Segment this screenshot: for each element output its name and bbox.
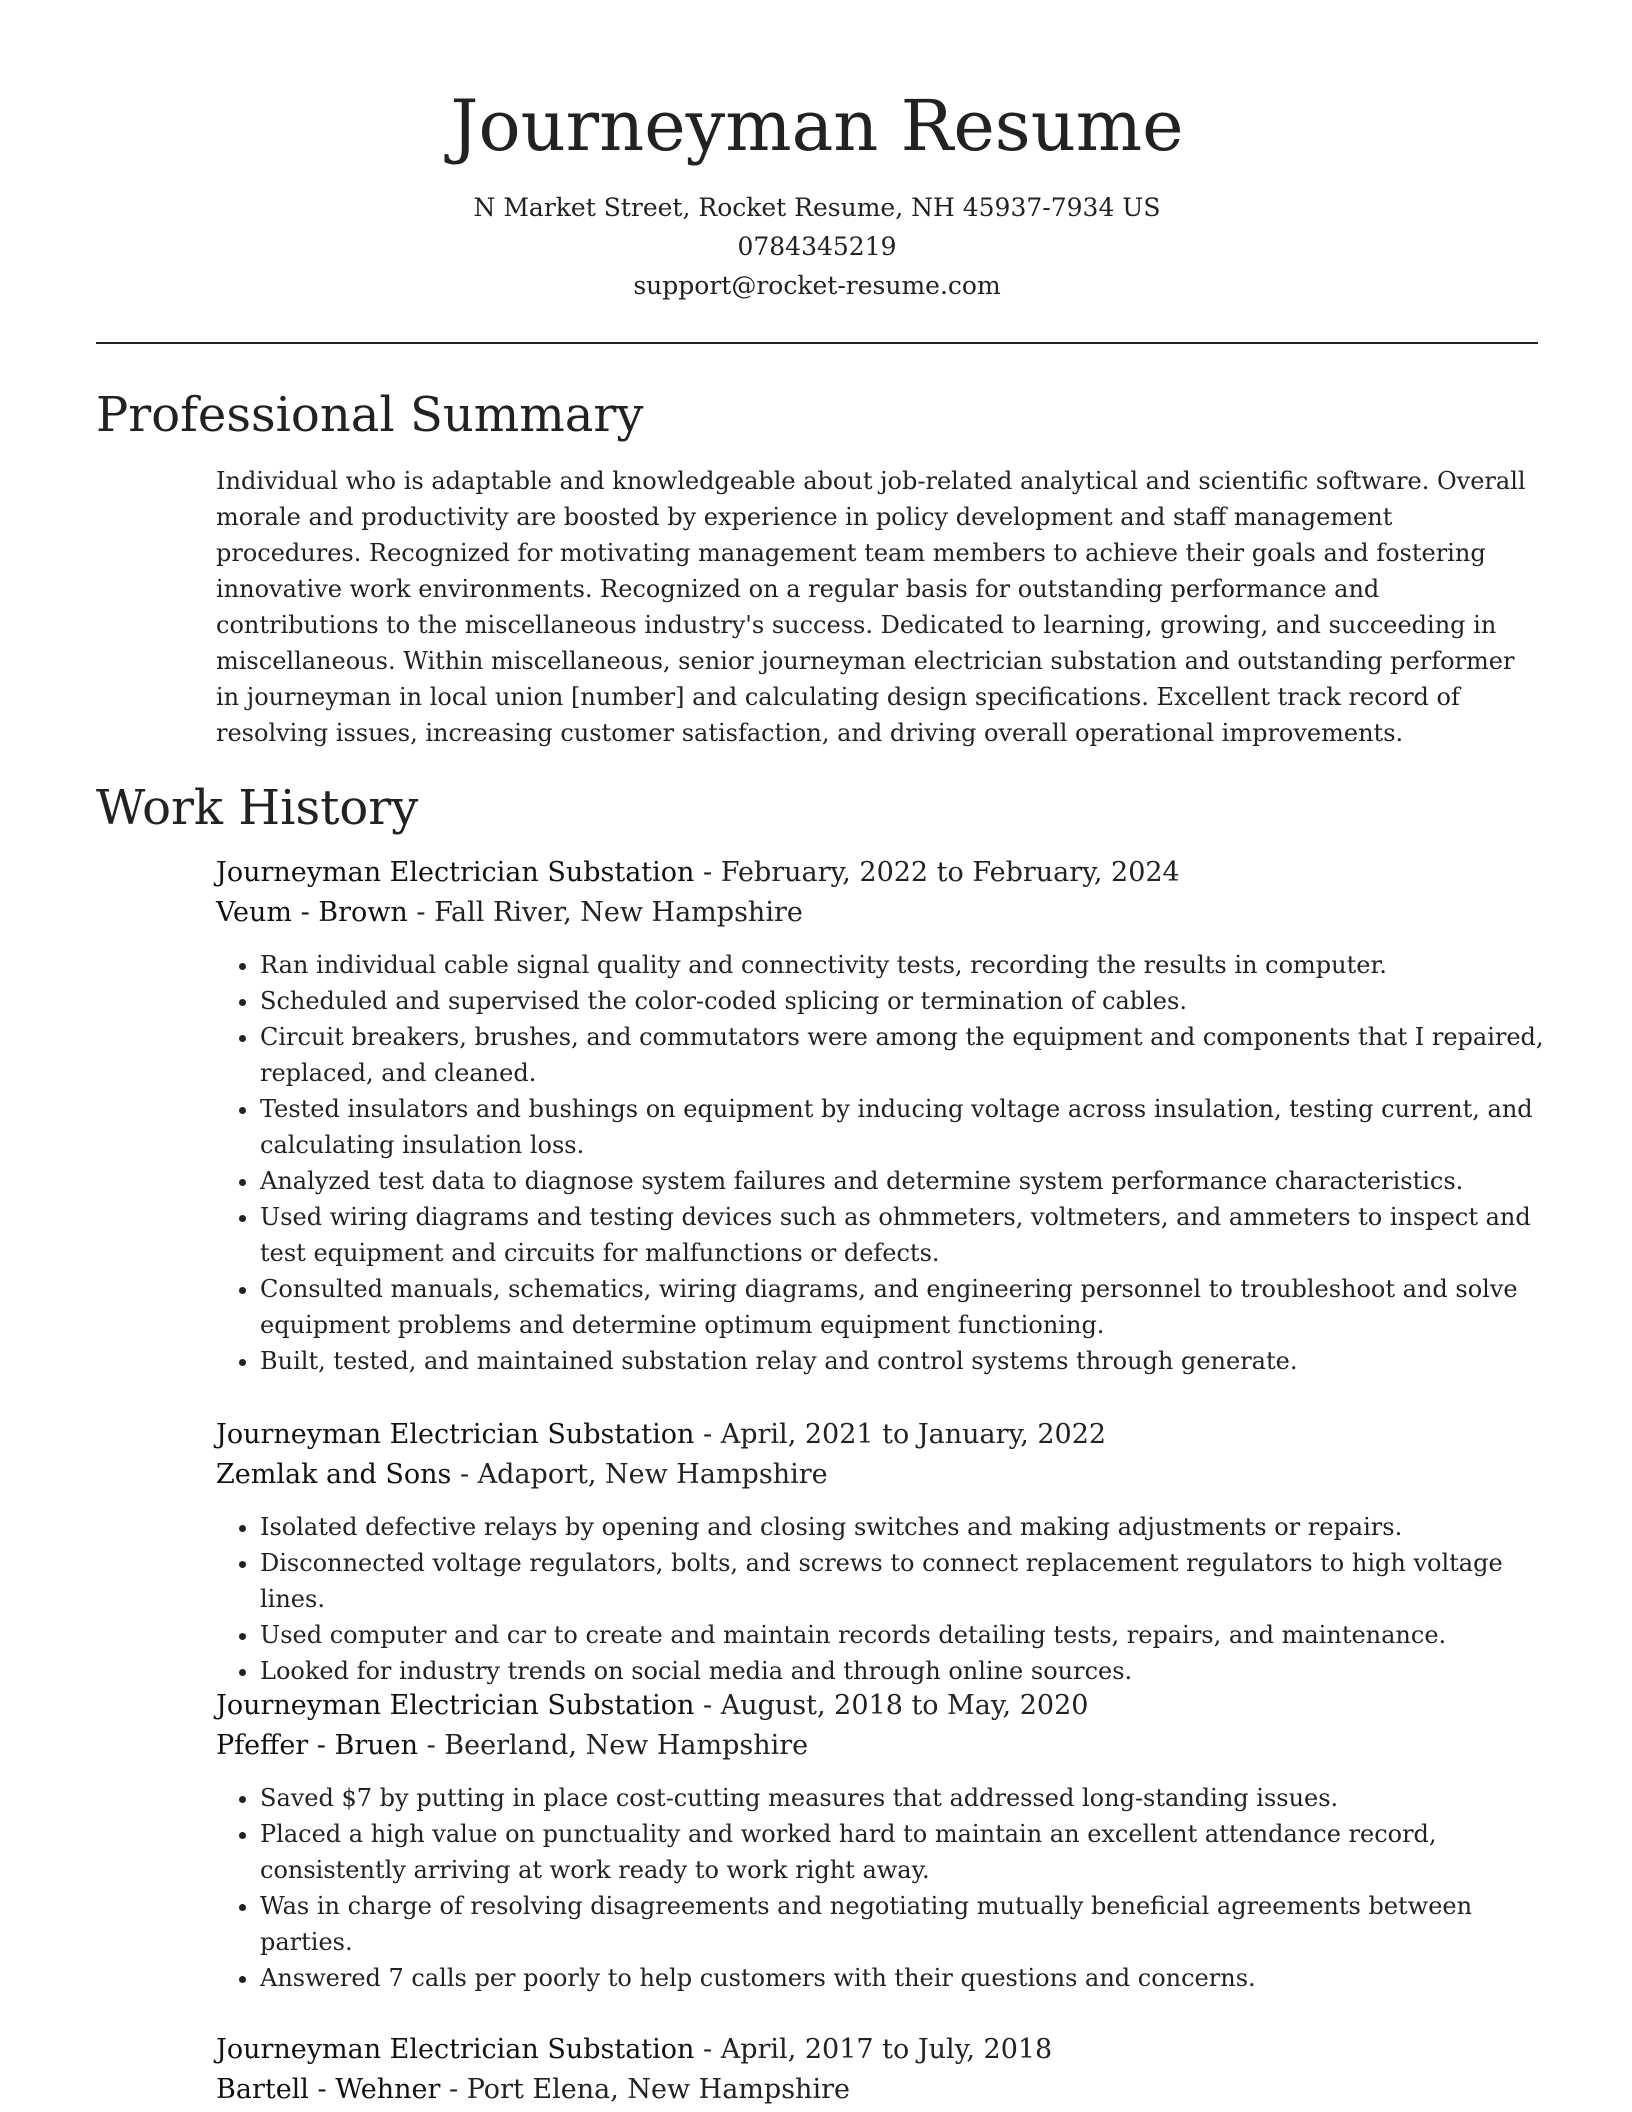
job-dates: August, 2018 to May, 2020 — [720, 1690, 1089, 1721]
job-title: Journeyman Electrician Substation — [216, 1690, 695, 1721]
job-location: Adaport, New Hampshire — [477, 1459, 828, 1490]
job-bullets — [216, 947, 1546, 1379]
separator: - — [694, 2034, 721, 2065]
job-location: Beerland, New Hampshire — [444, 1730, 809, 1761]
separator: - — [440, 2074, 467, 2105]
job-entry — [216, 2030, 1546, 2110]
job-title: Journeyman Electrician Substation — [216, 2034, 695, 2065]
job-title-line — [216, 1415, 1546, 1455]
separator: - — [694, 1690, 721, 1721]
job-bullets — [216, 1509, 1546, 1689]
job-dates: April, 2017 to July, 2018 — [720, 2034, 1053, 2065]
separator: - — [694, 1419, 721, 1450]
separator: - — [694, 857, 721, 888]
email-text: support@rocket-resume.com — [633, 271, 1001, 300]
job-title: Journeyman Electrician Substation — [216, 857, 695, 888]
bullet-item: • Isolated defective relays by opening and closing switches and making adjustments or repairs. — [260, 1509, 1546, 1545]
bullet-item: • Saved $7 by putting in place cost-cutting measures that addressed long-standing issues. — [260, 1780, 1546, 1816]
job-company: Bartell - Wehner — [216, 2074, 441, 2105]
header-divider — [96, 342, 1538, 344]
job-company-line — [216, 1455, 1546, 1495]
bullet-item: • Used computer and car to create and maintain records detailing tests, repairs, and maintenance. — [260, 1617, 1546, 1653]
job-bullets — [216, 1780, 1546, 1996]
separator: - — [407, 897, 435, 928]
bullet-item: • Built, tested, and maintained substation relay and control systems through generate. — [260, 1343, 1546, 1379]
address-text: N Market Street, Rocket Resume, NH 45937-7934 US — [473, 193, 1161, 222]
phone-text: 0784345219 — [737, 232, 897, 261]
resume-header — [96, 82, 1538, 305]
summary-text: Individual who is adaptable and knowledgeable about job-related analytical and scientific software. Overall morale and productivity are boosted by experience in policy development and staff management procedures. Recognized for motivating management team members to achieve their goals and fostering innovative work environments. Recognized on a regular basis for outstanding performance and contributions to the miscellaneous industry's success. Dedicated to learning, growing, and succeeding in miscellaneous. Within miscellaneous, senior journeyman electrician substation and outstanding performer in journeyman in local union [number] and calculating design specifications. Excellent track record of resolving issues, increasing customer satisfaction, and driving overall operational improvements. — [216, 467, 1526, 747]
job-company-line — [216, 2070, 1546, 2110]
summary-heading: Professional Summary — [96, 387, 644, 443]
job-entry — [216, 853, 1546, 1379]
job-entry — [216, 1686, 1546, 1996]
job-company: Zemlak and Sons — [216, 1459, 452, 1490]
bullet-item: • Scheduled and supervised the color-coded splicing or termination of cables. — [260, 983, 1546, 1019]
job-company-line — [216, 1726, 1546, 1766]
bullet-item: • Was in charge of resolving disagreements and negotiating mutually beneficial agreements between parties. — [260, 1888, 1546, 1960]
bullet-item: • Circuit breakers, brushes, and commutators were among the equipment and components that I repaired, replaced, and cleaned. — [260, 1019, 1546, 1091]
job-dates: February, 2022 to February, 2024 — [720, 857, 1180, 888]
separator: - — [451, 1459, 478, 1490]
job-title-line — [216, 853, 1546, 893]
job-company: Pfeffer - Bruen — [216, 1730, 418, 1761]
separator: - — [418, 1730, 445, 1761]
bullet-item: • Disconnected voltage regulators, bolts, and screws to connect replacement regulators to high voltage lines. — [260, 1545, 1546, 1617]
bullet-item: • Consulted manuals, schematics, wiring diagrams, and engineering personnel to troubleshoot and solve equipment problems and determine optimum equipment functioning. — [260, 1271, 1546, 1343]
contact-block — [96, 188, 1538, 305]
job-title: Journeyman Electrician Substation — [216, 1419, 695, 1450]
job-company: Veum - Brown — [216, 897, 408, 928]
bullet-item: • Looked for industry trends on social media and through online sources. — [260, 1653, 1546, 1689]
resume-title: Journeyman Resume — [450, 85, 1184, 167]
bullet-item: • Answered 7 calls per poorly to help customers with their questions and concerns. — [260, 1960, 1546, 1996]
bullet-item: • Placed a high value on punctuality and worked hard to maintain an excellent attendance record, consistently arriving at work ready to work right away. — [260, 1816, 1546, 1888]
job-title-line — [216, 2030, 1546, 2070]
bullet-item: • Analyzed test data to diagnose system failures and determine system performance characteristics. — [260, 1163, 1546, 1199]
work-history-heading: Work History — [96, 780, 419, 836]
job-title-line — [216, 1686, 1546, 1726]
bullet-item: • Used wiring diagrams and testing devices such as ohmmeters, voltmeters, and ammeters to inspect and test equipment and circuits for malfunctions or defects. — [260, 1199, 1546, 1271]
bullet-item: • Ran individual cable signal quality and connectivity tests, recording the results in computer. — [260, 947, 1546, 983]
job-location: Fall River, New Hampshire — [434, 897, 803, 928]
job-location: Port Elena, New Hampshire — [466, 2074, 850, 2105]
job-entry — [216, 1415, 1546, 1689]
job-company-line — [216, 893, 1546, 933]
job-dates: April, 2021 to January, 2022 — [720, 1419, 1107, 1450]
bullet-item: • Tested insulators and bushings on equipment by inducing voltage across insulation, testing current, and calculating insulation loss. — [260, 1091, 1546, 1163]
